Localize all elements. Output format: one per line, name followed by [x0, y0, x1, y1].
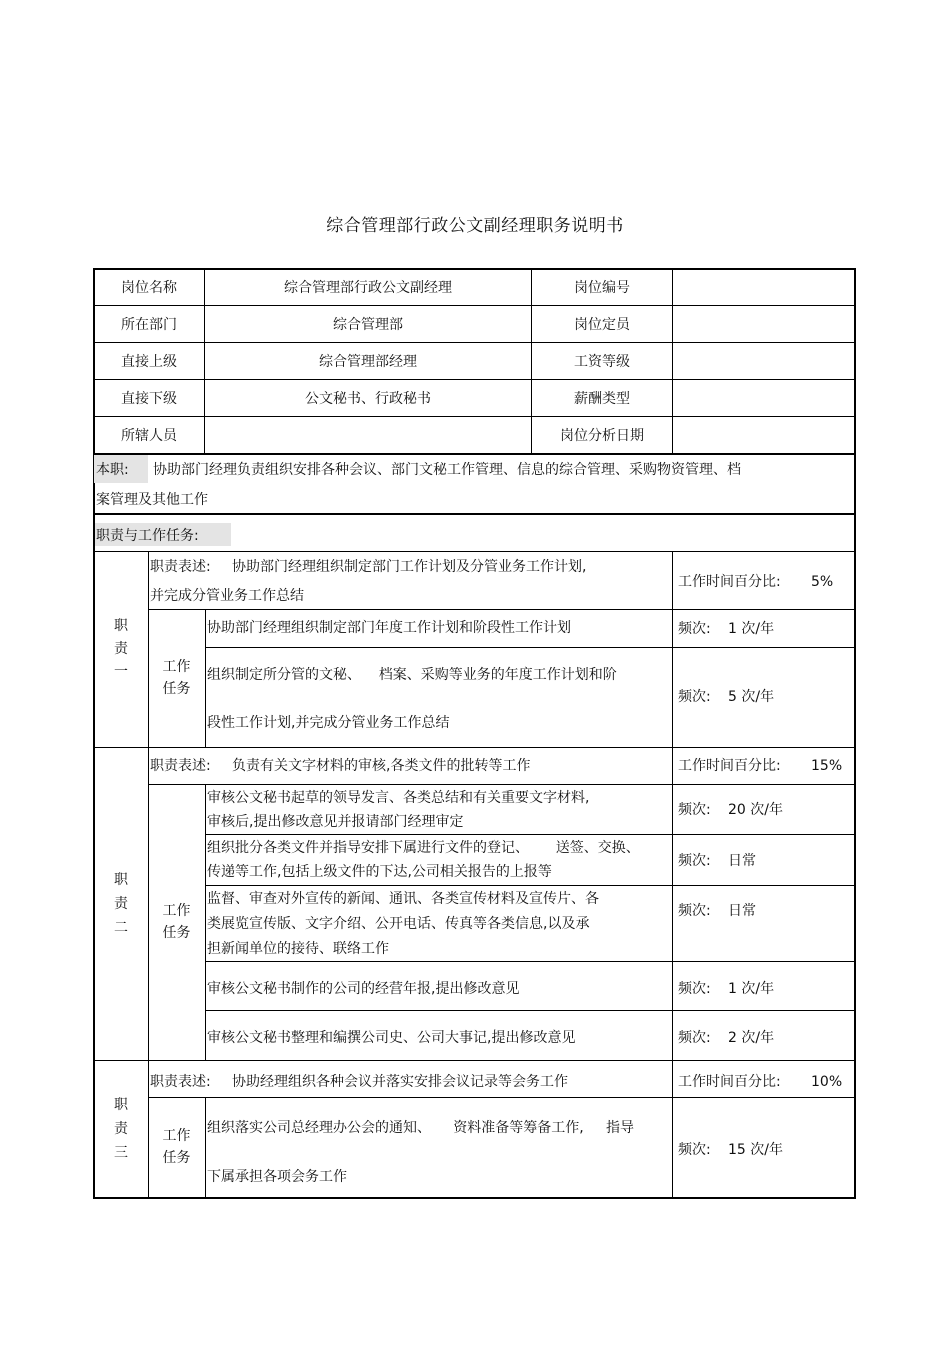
- label-position-code: 岗位编号: [574, 279, 630, 296]
- duty-2-task-5-freq-label: 频次:: [678, 1030, 711, 1046]
- duty-2-task-1-text-2: 审核后,提出修改意见并报请部门经理审定: [207, 814, 464, 830]
- label-position-name: 岗位名称: [121, 279, 177, 296]
- label-pay-type: 薪酬类型: [574, 390, 630, 407]
- duty-1-pct-label: 工作时间百分比:: [678, 574, 781, 590]
- duty-3-task-1-freq: 15 次/年: [728, 1142, 783, 1158]
- benzhi-line-2: 案管理及其他工作: [96, 492, 208, 508]
- value-salary-grade: [673, 342, 854, 379]
- duty-2-task-2-freq-label: 频次:: [678, 853, 711, 869]
- label-analysis-date: 岗位分析日期: [560, 427, 644, 444]
- duty-2-task-5-text: 审核公文秘书整理和编撰公司史、公司大事记,提出修改意见: [207, 1030, 576, 1046]
- label-department: 所在部门: [121, 316, 177, 333]
- value-pay-type: [673, 379, 854, 416]
- duty-2-task-2-text-2: 传递等工作,包括上级文件的下达,公司相关报告的上报等: [207, 864, 552, 880]
- document-title: 综合管理部行政公文副经理职务说明书: [326, 216, 624, 236]
- duty-1-desc-line-2: 并完成分管业务工作总结: [150, 588, 304, 604]
- value-headcount: [673, 305, 854, 342]
- value-department: 综合管理部: [333, 316, 403, 333]
- duty-2-task-4-text: 审核公文秘书制作的公司的经营年报,提出修改意见: [207, 981, 520, 997]
- duty-3-task-1-text-1: 组织落实公司总经理办公会的通知、 资料准备等筹备工作, 指导: [207, 1120, 634, 1136]
- duty-3-desc-line-1: 协助经理组织各种会议并落实安排会议记录等会务工作: [232, 1074, 568, 1090]
- label-subordinates: 直接下级: [121, 390, 177, 407]
- value-analysis-date: [673, 416, 854, 453]
- value-supervisor: 综合管理部经理: [319, 353, 417, 370]
- duty-3-pct: 10%: [811, 1074, 843, 1090]
- duty-1-task-2-text-2: 段性工作计划,并完成分管业务工作总结: [207, 715, 450, 731]
- duty-2-task-2-text-1: 组织批分各类文件并指导安排下属进行文件的登记、 送签、交换、: [207, 840, 640, 856]
- duty-1-task-1-text: 协助部门经理组织制定部门年度工作计划和阶段性工作计划: [207, 620, 571, 636]
- duty-1-task-2-freq-label: 频次:: [678, 689, 711, 705]
- duty-2-task-5-freq: 2 次/年: [728, 1030, 775, 1046]
- duty-2-desc-label: 职责表述:: [150, 758, 211, 774]
- duty-2-task-2-freq: 日常: [728, 853, 756, 869]
- duty-2-task-1-freq-label: 频次:: [678, 802, 711, 818]
- duty-2-task-3-text-2: 类展览宣传版、文字介绍、公开电话、传真等各类信息,以及承: [207, 916, 590, 932]
- duties-header: 职责与工作任务:: [95, 523, 231, 546]
- duty-3-pct-label: 工作时间百分比:: [678, 1074, 781, 1090]
- value-position-code: [673, 268, 854, 305]
- duty-3-name: 职 责 三: [114, 1096, 128, 1161]
- duty-3-task-label: 工作 任务: [162, 1128, 191, 1166]
- value-subordinates: 公文秘书、行政秘书: [305, 390, 431, 407]
- duty-2-task-label: 工作 任务: [162, 903, 191, 941]
- duty-1-desc-label: 职责表述:: [150, 559, 211, 575]
- duty-2-task-1-freq: 20 次/年: [728, 802, 783, 818]
- duty-1-task-2-freq: 5 次/年: [728, 689, 775, 705]
- duty-2-task-4-freq-label: 频次:: [678, 981, 711, 997]
- duty-2-name: 职 责 二: [114, 871, 128, 936]
- duty-1-desc-line-1: 协助部门经理组织制定部门工作计划及分管业务工作计划,: [232, 559, 587, 575]
- duty-2-pct: 15%: [811, 758, 843, 774]
- duty-3-desc-label: 职责表述:: [150, 1074, 211, 1090]
- value-position-name: 综合管理部行政公文副经理: [284, 279, 452, 296]
- duty-1-task-label: 工作 任务: [162, 659, 191, 697]
- benzhi-label: 本职:: [94, 455, 148, 483]
- duty-2-desc-line-1: 负责有关文字材料的审核,各类文件的批转等工作: [232, 758, 531, 774]
- duty-2-task-1-text-1: 审核公文秘书起草的领导发言、各类总结和有关重要文字材料,: [207, 790, 590, 806]
- duty-1-pct: 5%: [811, 574, 834, 590]
- duty-3-task-1-freq-label: 频次:: [678, 1142, 711, 1158]
- duty-2-task-3-freq-label: 频次:: [678, 903, 711, 919]
- duty-3-task-1-text-2: 下属承担各项会务工作: [207, 1169, 347, 1185]
- label-salary-grade: 工资等级: [574, 353, 630, 370]
- duty-2-task-3-text-3: 担新闻单位的接待、联络工作: [207, 941, 389, 957]
- label-headcount: 岗位定员: [574, 316, 630, 333]
- label-staff: 所辖人员: [121, 427, 177, 444]
- label-supervisor: 直接上级: [121, 353, 177, 370]
- duty-2-pct-label: 工作时间百分比:: [678, 758, 781, 774]
- duty-2-task-4-freq: 1 次/年: [728, 981, 775, 997]
- duty-2-task-3-text-1: 监督、审查对外宣传的新闻、通讯、各类宣传材料及宣传片、各: [207, 891, 599, 907]
- duty-1-task-1-freq-label: 频次:: [678, 621, 711, 637]
- duty-1-task-2-text-1: 组织制定所分管的文秘、 档案、采购等业务的年度工作计划和阶: [207, 667, 617, 683]
- duty-2-task-3-freq: 日常: [728, 903, 756, 919]
- duty-1-task-1-freq: 1 次/年: [728, 621, 775, 637]
- duty-1-name: 职 责 一: [114, 617, 128, 680]
- benzhi-line-1: 协助部门经理负责组织安排各种会议、部门文秘工作管理、信息的综合管理、采购物资管理、档: [153, 462, 741, 478]
- value-staff: [205, 416, 531, 453]
